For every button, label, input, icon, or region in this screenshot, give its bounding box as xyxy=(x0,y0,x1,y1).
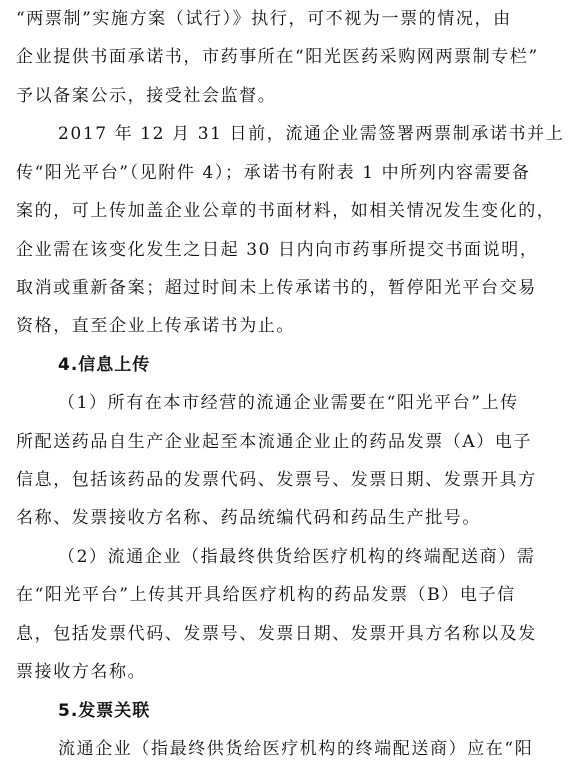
text-line: 企业提供书面承诺书，市药事所在“阳光医药采购网两票制专栏” xyxy=(16,47,539,67)
paragraph-first-line: （1）所有在本市经营的流通企业需要在“阳光平台”上传 xyxy=(58,393,519,413)
text-line: 案的，可上传加盖企业公章的书面材料，如相关情况发生变化的， xyxy=(16,201,556,221)
paragraph-first-line: （2）流通企业（指最终供货给医疗机构的终端配送商）需 xyxy=(58,547,536,567)
text-line: 票接收方名称。 xyxy=(16,662,147,682)
text-line: 资格，直至企业上传承诺书为止。 xyxy=(16,316,295,336)
section-heading: 5.发票关联 xyxy=(58,701,151,721)
text-line: 企业需在该变化发生之日起 30 日内向市药事所提交书面说明， xyxy=(16,240,539,260)
text-line: “两票制”实施方案（试行）》执行，可不视为一票的情况，由 xyxy=(16,9,512,29)
section-heading: 4.信息上传 xyxy=(58,355,151,375)
text-line: 取消或重新备案；超过时间未上传承诺书的，暂停阳光平台交易 xyxy=(16,278,537,298)
text-line: 传“阳光平台”（见附件 4）；承诺书有附表 1 中所列内容需要备 xyxy=(16,163,531,183)
paragraph-first-line: 2017 年 12 月 31 日前，流通企业需签署两票制承诺书并上 xyxy=(58,124,565,144)
paragraph-first-line: 流通企业（指最终供货给医疗机构的终端配送商）应在“阳 xyxy=(58,739,534,759)
text-line: 予以备案公示，接受社会监督。 xyxy=(16,86,277,106)
text-line: 在“阳光平台”上传其开具给医疗机构的药品发票（B）电子信 xyxy=(16,585,516,605)
text-line: 信息，包括该药品的发票代码、发票号、发票日期、发票开具方 xyxy=(16,470,537,490)
text-line: 所配送药品自生产企业起至本流通企业止的药品发票（A）电子 xyxy=(16,432,533,452)
text-line: 名称、发票接收方名称、药品统编代码和药品生产批号。 xyxy=(16,508,481,528)
text-line: 息，包括发票代码、发票号、发票日期、发票开具方名称以及发 xyxy=(16,624,537,644)
